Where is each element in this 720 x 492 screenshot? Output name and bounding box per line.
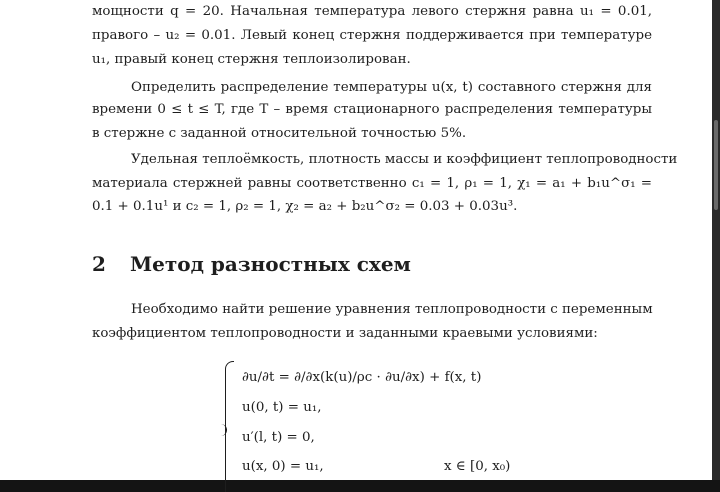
equation-3-text: u′(l, t) = 0, — [242, 430, 315, 445]
scrollbar-thumb[interactable] — [714, 120, 718, 210]
p3-l2-text: материала стержней равны соответственно c₁ = 1, ρ₁ = 1, χ₁ = a₁ + b₁u^σ₁ = — [92, 176, 652, 191]
p1-l1-text: мощности q = 20. Начальная температура левого стержня равна u₁ = 0.01, — [92, 4, 652, 19]
equation-3 — [242, 430, 315, 445]
equation-2 — [242, 400, 321, 415]
paragraph-3-line-1 — [131, 152, 678, 168]
p2-l1-text: Определить распределение температуры u(x, t) составного стержня для — [131, 80, 652, 95]
p1-l2-text: правого – u₂ = 0.01. Левый конец стержня поддерживается при температуре — [92, 28, 652, 43]
vertical-scrollbar[interactable] — [712, 0, 720, 480]
paragraph-3-line-3 — [92, 199, 652, 215]
section-title: Метод разностных схем — [130, 252, 411, 276]
paragraph-1-line-3 — [92, 52, 652, 68]
paragraph-4-line-2 — [92, 326, 652, 342]
equation-4-text: u(x, 0) = u₁, — [242, 459, 324, 474]
section-number: 2 — [92, 252, 106, 276]
p4-l1-text: Необходимо найти решение уравнения теплопроводности с переменным — [131, 302, 653, 317]
equation-4-condition — [444, 459, 510, 474]
p2-l3-text: в стержне с заданной относительной точностью 5%. — [92, 126, 467, 141]
paragraph-2-line-2 — [92, 102, 652, 118]
p4-l2-text: коэффициентом теплопроводности и заданными краевыми условиями: — [92, 326, 598, 341]
p3-l1-text: Удельная теплоёмкость, плотность массы и коэффициент теплопроводности — [131, 152, 678, 167]
paragraph-1-line-2 — [92, 28, 652, 44]
paragraph-2-line-1 — [131, 80, 652, 96]
equation-4 — [242, 459, 324, 474]
equation-4-condition-text: x ∈ [0, x₀) — [444, 459, 511, 474]
p2-l2-text: времени 0 ≤ t ≤ T, где T – время стационарного распределения температуры — [92, 102, 652, 117]
equation-1 — [242, 370, 481, 385]
paragraph-4-line-1 — [131, 302, 652, 318]
equation-1-text: ∂u/∂t = ∂/∂x(k(u)/ρc · ∂u/∂x) + f(x, t) — [242, 370, 482, 385]
p1-l3-text: u₁, правый конец стержня теплоизолирован. — [92, 52, 411, 67]
paragraph-3-line-2 — [92, 176, 652, 192]
paragraph-1-line-1 — [92, 4, 652, 20]
p3-l3-text: 0.1 + 0.1u¹ и c₂ = 1, ρ₂ = 1, χ₂ = a₂ + b₂u^σ₂ = 0.03 + 0.03u³. — [92, 199, 518, 214]
equation-2-text: u(0, t) = u₁, — [242, 400, 322, 415]
paragraph-2-line-3 — [92, 126, 652, 142]
section-heading — [92, 251, 411, 277]
